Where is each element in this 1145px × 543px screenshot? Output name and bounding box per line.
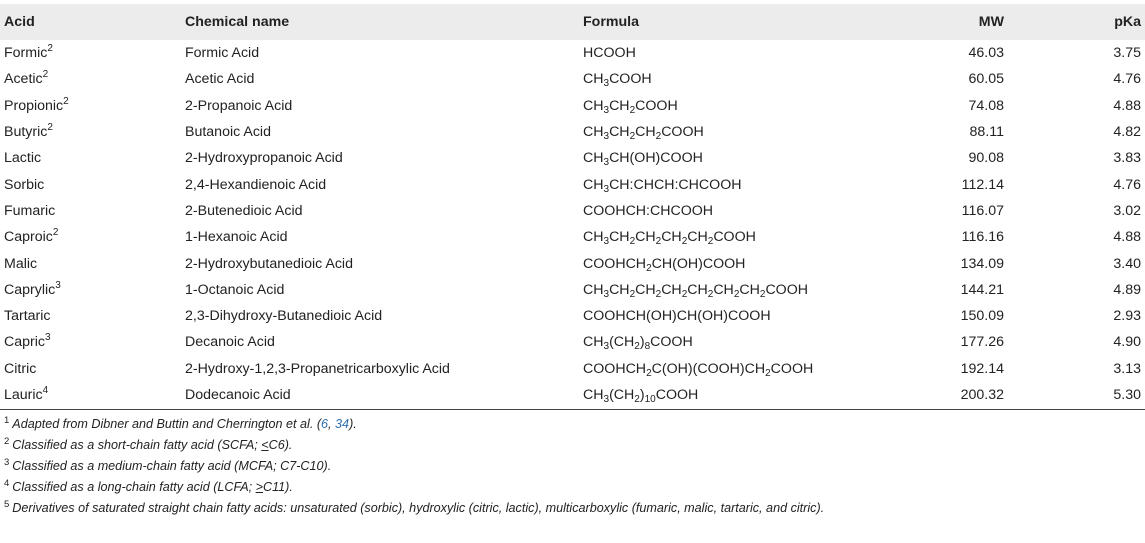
cell-pka: 5.30	[1004, 382, 1145, 410]
formula-part: (CH	[609, 334, 635, 351]
cell-formula	[583, 356, 911, 382]
footnote-marker: 2	[63, 95, 69, 107]
cell-chemical-name: Dodecanoic Acid	[185, 382, 583, 410]
footnote-number: 3	[4, 457, 10, 468]
formula-part: CH	[661, 281, 682, 298]
table-body	[0, 40, 1145, 409]
cell-acid	[0, 119, 185, 145]
acid-name: Propionic	[4, 97, 64, 114]
cell-mw: 60.05	[968, 71, 1004, 88]
formula-part: CH(OH)COOH	[609, 150, 703, 167]
formula-subscript: 2	[629, 288, 636, 300]
cell-pka: 3.02	[1113, 202, 1141, 219]
cell-formula	[583, 66, 911, 92]
table-row	[0, 250, 1145, 276]
cell-mw: 116.07	[961, 202, 1004, 219]
cell-chemical-name: 2-Hydroxybutanedioic Acid	[185, 255, 353, 272]
footnote-4	[4, 477, 1139, 498]
formula-part: COOH	[765, 281, 808, 298]
table-row	[0, 277, 1145, 303]
cell-formula	[583, 250, 911, 276]
formula-part: CH	[583, 124, 604, 141]
table-row	[0, 329, 1145, 355]
formula-subscript: 2	[733, 288, 740, 300]
table-row	[0, 119, 1145, 145]
formula-part: CH	[583, 281, 604, 298]
formula-subscript: 10	[644, 394, 656, 406]
formula-part: CH	[635, 124, 656, 141]
footnote-text: Classified as a short-chain fatty acid (SCFA;	[12, 438, 262, 452]
cell-pka: 3.83	[1113, 150, 1141, 167]
cell-chemical-name: 2-Propanoic Acid	[185, 97, 293, 114]
table-row	[0, 40, 1145, 66]
footnote-2	[4, 435, 1139, 456]
cell-acid	[0, 198, 185, 224]
formula-part: COOH	[661, 124, 704, 141]
footnote-number: 4	[4, 478, 10, 489]
formula-part: COOH	[609, 71, 652, 88]
acid-name: Caproic	[4, 229, 53, 246]
cell-pka: 4.76	[1113, 176, 1141, 193]
acid-name: Formic	[4, 45, 48, 62]
formula-subscript: 2	[634, 394, 640, 406]
cell-formula	[583, 382, 911, 410]
footnotes	[4, 414, 1139, 519]
formula-part: C(OH)(COOH)CH	[651, 360, 766, 377]
cell-acid	[0, 40, 185, 66]
cell-pka: 3.75	[1113, 45, 1141, 62]
header-chemical-name: Chemical name	[185, 14, 290, 30]
footnote-text: C11).	[263, 480, 293, 494]
cell-pka: 3.13	[1113, 360, 1141, 377]
cell-mw: 177.26	[960, 334, 1004, 351]
acid-name: Caprylic	[4, 281, 56, 298]
formula-part: CH	[713, 281, 734, 298]
formula-part: CH	[583, 150, 604, 167]
formula-part: )	[639, 387, 645, 404]
formula-part: HCOOH	[583, 45, 636, 62]
reference-link[interactable]: 34	[335, 417, 350, 431]
acid-name: Fumaric	[4, 202, 56, 219]
table-row	[0, 93, 1145, 119]
cell-formula	[583, 119, 911, 145]
formula-part: )	[639, 334, 645, 351]
cell-acid	[0, 224, 185, 250]
cell-formula	[583, 93, 911, 119]
formula-subscript: 3	[603, 157, 610, 169]
footnote-number: 1	[4, 415, 10, 426]
header-pka: pKa	[1114, 14, 1141, 30]
formula-subscript: 2	[629, 236, 636, 248]
footnote-text: ).	[349, 417, 357, 431]
footnote-text: Classified as a medium-chain fatty acid (MCFA; C7-C10).	[12, 459, 332, 473]
formula-subscript: 2	[765, 367, 771, 379]
formula-part: COOH	[770, 360, 814, 377]
footnote-number: 5	[4, 499, 10, 510]
cell-chemical-name: 2-Butenedioic Acid	[185, 202, 303, 219]
cell-formula	[583, 40, 911, 66]
formula-part: COOH	[650, 334, 693, 351]
formula-part: CH	[635, 229, 656, 246]
cell-pka: 2.93	[1113, 308, 1141, 325]
formula-subscript: 3	[603, 104, 610, 116]
cell-acid	[0, 329, 185, 355]
formula-subscript: 3	[603, 78, 610, 90]
cell-mw: 116.16	[961, 229, 1004, 246]
cell-chemical-name: 2-Hydroxypropanoic Acid	[185, 150, 343, 167]
formula-subscript: 2	[629, 131, 636, 143]
formula-subscript: 3	[603, 394, 610, 406]
formula-subscript: 3	[603, 183, 610, 195]
formula-subscript: 3	[603, 131, 610, 143]
cell-chemical-name: Decanoic Acid	[185, 334, 275, 351]
cell-mw: 90.08	[968, 150, 1004, 167]
footnote-marker: 3	[45, 332, 51, 344]
formula-subscript: 2	[634, 341, 640, 353]
table-row	[0, 198, 1145, 224]
header-mw: MW	[978, 14, 1004, 30]
formula-part: CH	[583, 176, 604, 193]
cell-pka: 4.88	[1113, 229, 1141, 246]
formula-part: CH	[583, 97, 604, 114]
footnote-text: Classified as a long-chain fatty acid (LCFA;	[12, 480, 256, 494]
cell-pka: 3.40	[1113, 255, 1141, 272]
formula-subscript: 2	[707, 288, 714, 300]
cell-chemical-name: 1-Hexanoic Acid	[185, 229, 288, 246]
acid-name: Capric	[4, 334, 45, 351]
cell-acid	[0, 356, 185, 382]
acid-properties-table	[0, 4, 1145, 410]
formula-part: COOH	[635, 97, 678, 114]
formula-part: CH	[583, 229, 604, 246]
cell-acid	[0, 303, 185, 329]
formula-part: COOHCH:CHCOOH	[583, 202, 714, 219]
formula-part: CH:CHCH:CHCOOH	[609, 176, 742, 193]
formula-subscript: 2	[655, 236, 662, 248]
footnote-marker: 4	[42, 385, 49, 397]
cell-mw: 134.09	[960, 255, 1004, 272]
footnote-marker: 2	[42, 69, 49, 81]
footnote-number: 2	[4, 436, 10, 447]
footnote-text: Derivatives of saturated straight chain fatty acids: unsaturated (sorbic), hydroxylic (citric, lactic), multicarboxylic (fumaric, malic, tartaric, and citric).	[12, 501, 825, 515]
cell-mw: 74.08	[968, 97, 1004, 114]
table-header-row	[0, 4, 1145, 40]
formula-part: CH	[687, 281, 708, 298]
footnote-text: Adapted from Dibner and Buttin and Cherrington et al. (	[12, 417, 322, 431]
formula-part: CH	[609, 281, 630, 298]
formula-subscript: 3	[603, 288, 610, 300]
formula-part: CH	[583, 71, 604, 88]
formula-subscript: 2	[655, 131, 662, 143]
cell-acid	[0, 93, 185, 119]
formula-subscript: 2	[681, 236, 688, 248]
formula-part: CH	[687, 229, 708, 246]
cell-formula	[583, 171, 911, 197]
formula-part: COOH	[713, 229, 756, 246]
table-row	[0, 66, 1145, 92]
footnote-marker: 2	[47, 122, 53, 134]
footnote-text: ,	[328, 417, 336, 431]
footnote-1	[4, 414, 1139, 435]
acid-name: Butyric	[4, 124, 48, 141]
reference-link[interactable]: 6	[321, 417, 329, 431]
formula-part: CH(OH)COOH	[651, 255, 746, 272]
cell-formula	[583, 303, 911, 329]
formula-subscript: 8	[644, 341, 651, 353]
acid-name: Lauric	[4, 387, 43, 404]
cell-acid	[0, 66, 185, 92]
formula-subscript: 2	[646, 262, 652, 274]
formula-subscript: 3	[603, 341, 610, 353]
acid-name: Sorbic	[4, 176, 45, 193]
cell-mw: 150.09	[960, 308, 1004, 325]
formula-subscript: 3	[603, 236, 610, 248]
cell-formula	[583, 277, 911, 303]
acid-name: Lactic	[4, 150, 42, 167]
cell-chemical-name: 2,4-Hexandienoic Acid	[185, 176, 327, 193]
formula-part: COOHCH(OH)CH(OH)COOH	[583, 308, 771, 325]
footnote-text: C6).	[268, 438, 293, 452]
cell-formula	[583, 198, 911, 224]
formula-part: CH	[609, 97, 630, 114]
cell-chemical-name: 1-Octanoic Acid	[185, 281, 285, 298]
formula-part: CH	[635, 281, 656, 298]
header-acid: Acid	[4, 14, 35, 30]
cell-acid	[0, 145, 185, 171]
cell-mw: 112.14	[961, 176, 1004, 193]
table-row	[0, 171, 1145, 197]
footnote-5	[4, 498, 1139, 519]
formula-subscript: 2	[646, 367, 652, 379]
acid-name: Acetic	[4, 71, 43, 88]
formula-subscript: 2	[655, 288, 662, 300]
cell-mw: 46.03	[968, 45, 1004, 62]
cell-formula	[583, 224, 911, 250]
cell-chemical-name: 2-Hydroxy-1,2,3-Propanetricarboxylic Acid	[185, 360, 450, 377]
footnote-marker: 3	[55, 279, 61, 291]
formula-subscript: 2	[681, 288, 688, 300]
cell-pka: 4.76	[1113, 71, 1141, 88]
less-equal-symbol: <	[261, 438, 269, 452]
cell-acid	[0, 171, 185, 197]
cell-mw: 200.32	[911, 382, 1004, 410]
cell-chemical-name: Butanoic Acid	[185, 124, 271, 141]
table-row	[0, 303, 1145, 329]
formula-part: CH	[583, 387, 604, 404]
cell-mw: 88.11	[969, 124, 1004, 141]
table-row	[0, 356, 1145, 382]
formula-part: CH	[661, 229, 682, 246]
formula-part: COOHCH	[583, 360, 647, 377]
cell-formula	[583, 329, 911, 355]
footnote-marker: 2	[52, 227, 59, 239]
formula-part: CH	[739, 281, 760, 298]
formula-subscript: 2	[629, 104, 636, 116]
cell-pka: 4.88	[1113, 97, 1141, 114]
cell-pka: 4.90	[1113, 334, 1141, 351]
cell-acid	[0, 382, 185, 410]
table-row	[0, 224, 1145, 250]
acid-name: Malic	[4, 255, 38, 272]
formula-part: (CH	[609, 387, 635, 404]
cell-formula	[583, 145, 911, 171]
formula-part: CH	[609, 124, 630, 141]
cell-mw: 192.14	[960, 360, 1004, 377]
footnote-3	[4, 456, 1139, 477]
greater-equal-symbol: >	[255, 480, 264, 494]
cell-mw: 144.21	[960, 281, 1004, 298]
cell-chemical-name: Formic Acid	[185, 45, 260, 62]
cell-acid	[0, 250, 185, 276]
cell-chemical-name: 2,3-Dihydroxy-Butanedioic Acid	[185, 308, 383, 325]
cell-chemical-name: Acetic Acid	[185, 71, 255, 88]
table-row	[0, 145, 1145, 171]
formula-part: COOHCH	[583, 255, 647, 272]
acid-name: Citric	[4, 360, 37, 377]
formula-part: CH	[583, 334, 604, 351]
formula-part: CH	[609, 229, 630, 246]
cell-acid	[0, 277, 185, 303]
formula-subscript: 2	[759, 288, 766, 300]
header-formula: Formula	[583, 14, 639, 30]
formula-part: COOH	[655, 387, 699, 404]
footnote-marker: 2	[47, 43, 53, 55]
table-row	[0, 382, 1145, 410]
formula-subscript: 2	[707, 236, 714, 248]
acid-name: Tartaric	[4, 308, 51, 325]
cell-pka: 4.89	[1113, 281, 1141, 298]
cell-pka: 4.82	[1113, 124, 1141, 141]
